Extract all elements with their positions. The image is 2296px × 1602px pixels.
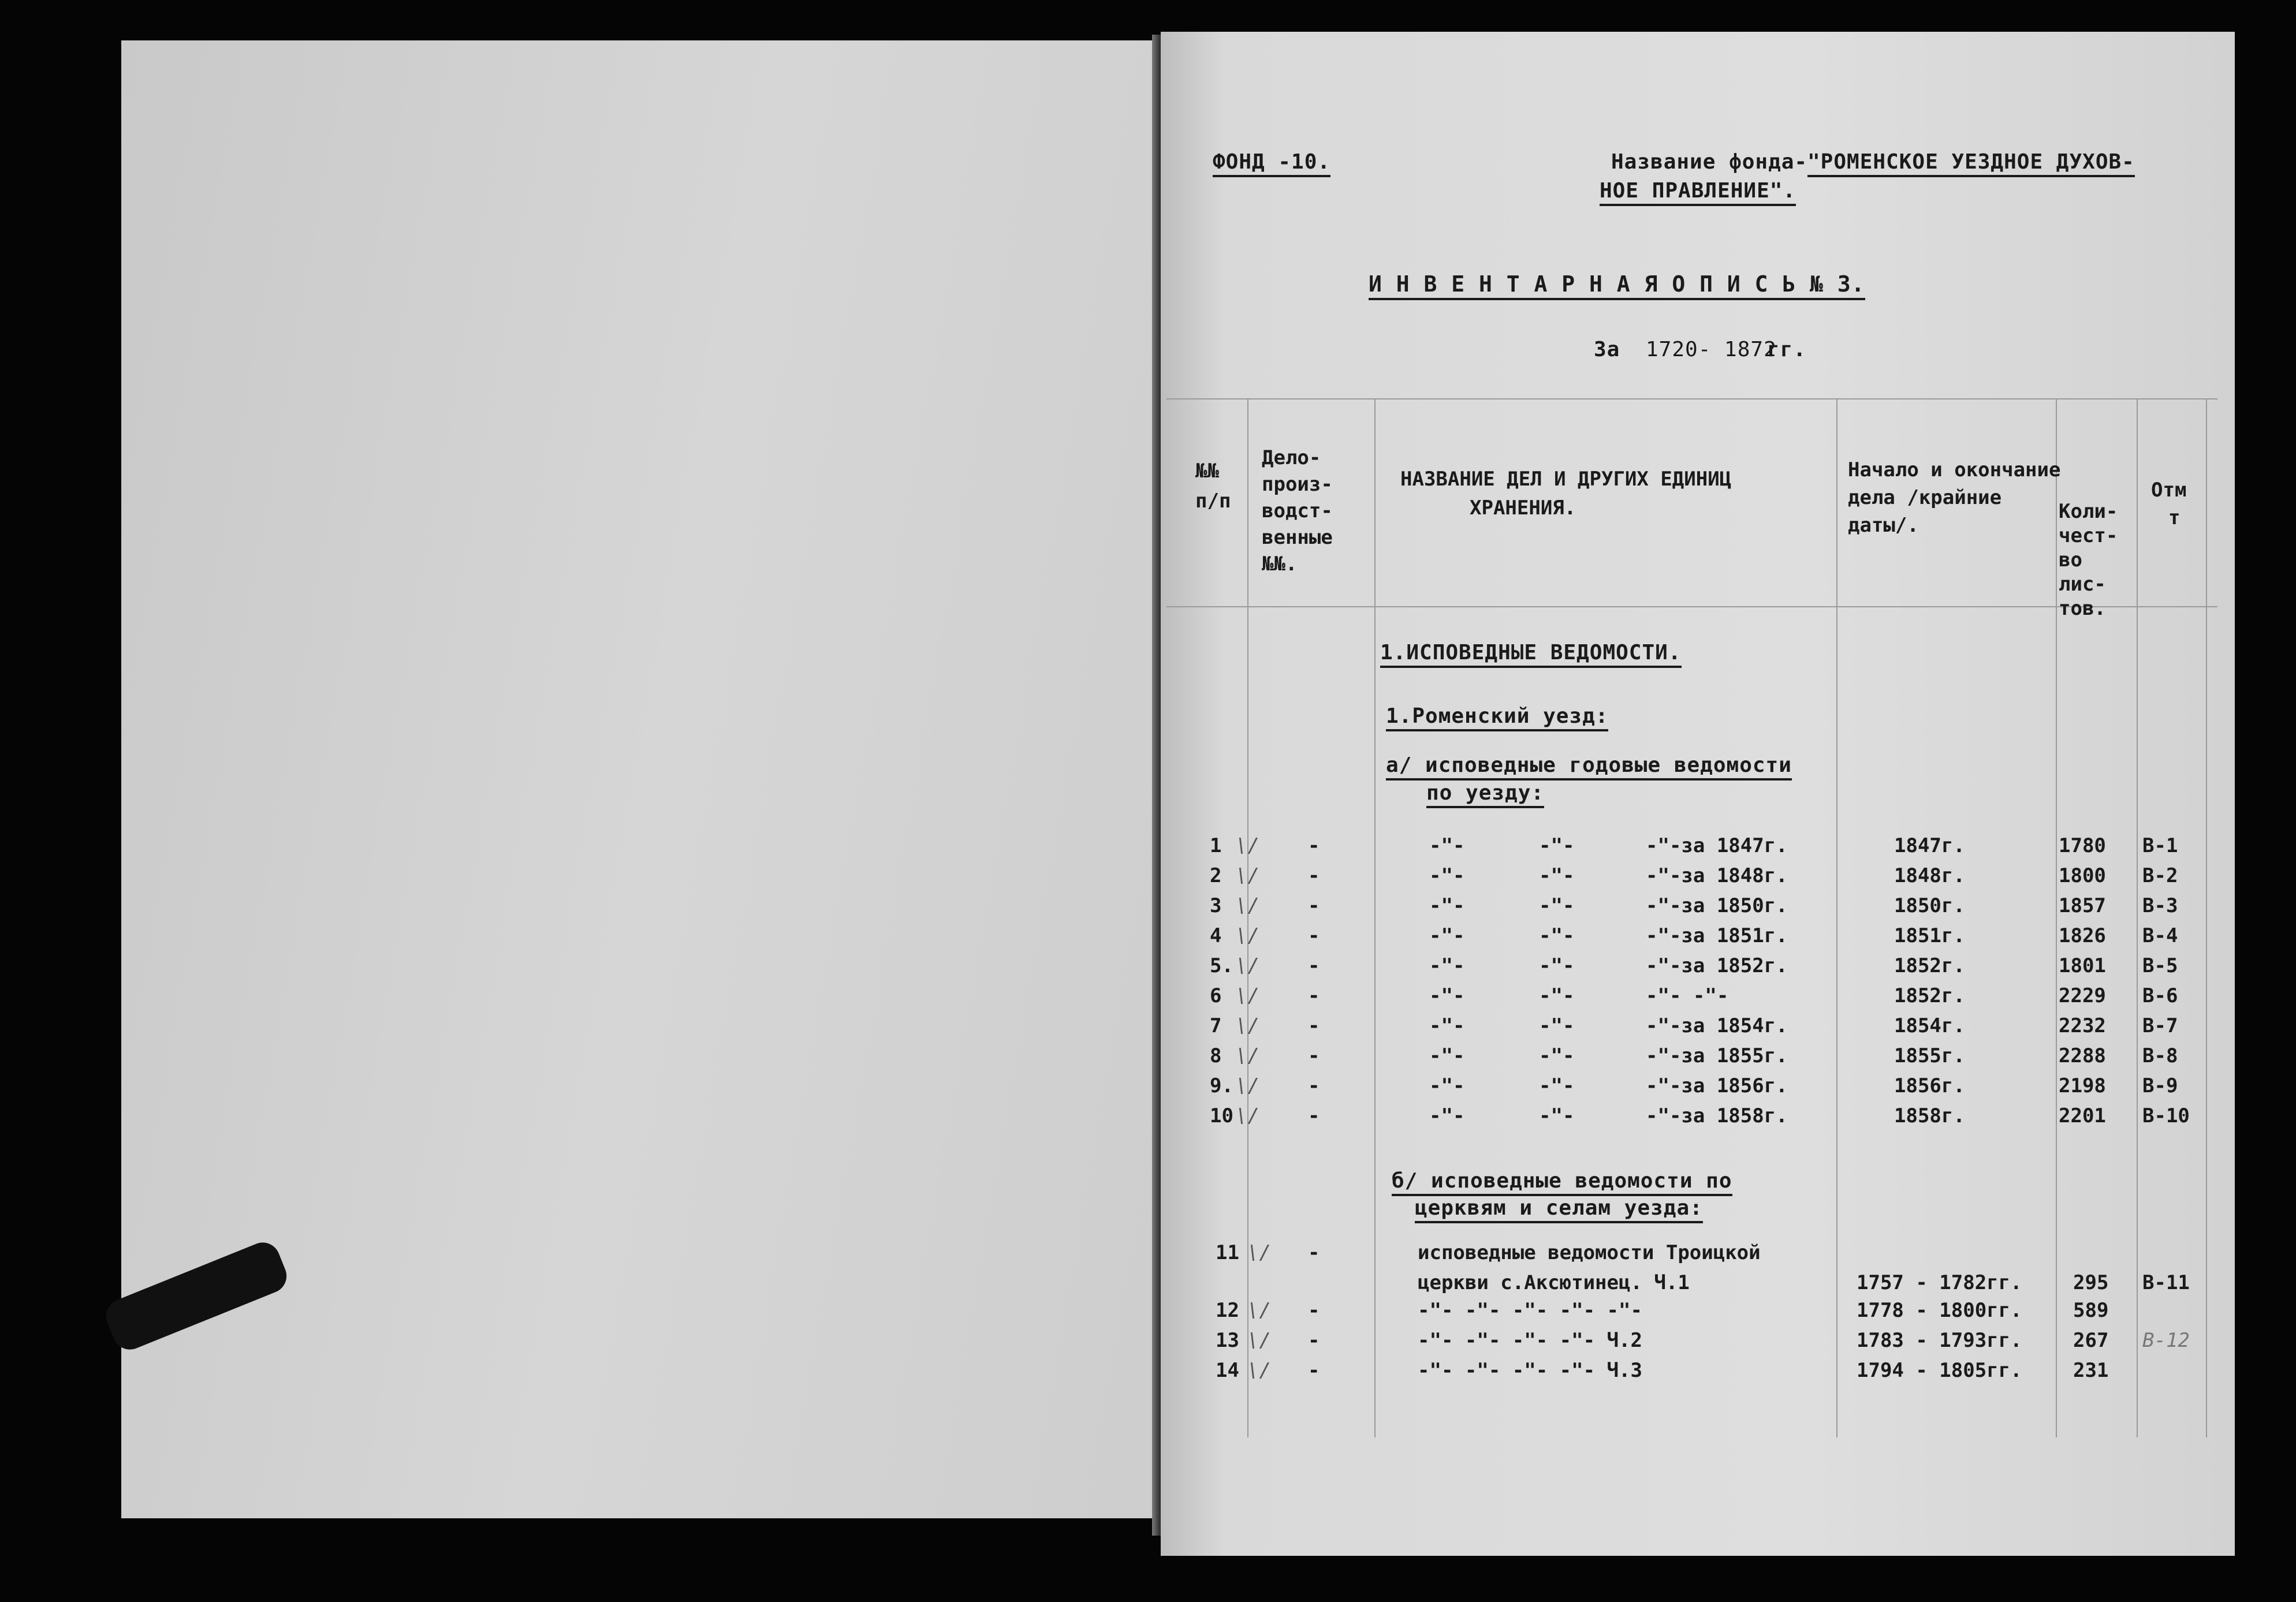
col-divider-6 — [2206, 398, 2207, 1437]
row-ditto-2: -"- — [1539, 1104, 1575, 1127]
row-dates: 1757 - 1782гг. — [1857, 1271, 2022, 1294]
subsection-b-line1: б/ исповедные ведомости по — [1392, 1169, 1732, 1196]
row-description-line1: -"- -"- -"- -"- Ч.2 — [1418, 1329, 1642, 1352]
row-dates: 1778 - 1800гг. — [1857, 1299, 2022, 1322]
row-number: 8 — [1210, 1044, 1222, 1067]
row-proceeding-dash: - — [1308, 864, 1320, 887]
col-divider-5 — [2137, 398, 2138, 1437]
period-prefix: За — [1594, 338, 1620, 361]
row-sheets: 589 — [2073, 1299, 2109, 1322]
row-dates: 1850г. — [1894, 894, 1965, 917]
check-mark: \/ — [1236, 864, 1259, 887]
row-ditto-1: -"- — [1429, 984, 1465, 1007]
row-description: -"- -"- — [1646, 984, 1729, 1007]
row-mark: В-6 — [2142, 984, 2178, 1007]
check-mark: \/ — [1247, 1241, 1271, 1264]
row-ditto-1: -"- — [1429, 954, 1465, 977]
row-sheets: 2201 — [2059, 1104, 2106, 1127]
row-sheets: 295 — [2073, 1271, 2109, 1294]
row-mark: В-7 — [2142, 1014, 2178, 1037]
row-number: 9. — [1210, 1074, 1233, 1097]
check-mark: \/ — [1236, 1104, 1259, 1127]
row-description: -"-за 1855г. — [1646, 1044, 1788, 1067]
row-dates: 1856г. — [1894, 1074, 1965, 1097]
row-proceeding-dash: - — [1308, 1074, 1320, 1097]
row-description: -"-за 1851г. — [1646, 924, 1788, 947]
row-proceeding-dash: - — [1308, 1104, 1320, 1127]
row-sheets: 1826 — [2059, 924, 2106, 947]
left-page — [121, 40, 1207, 1518]
row-dates: 1855г. — [1894, 1044, 1965, 1067]
row-dates: 1852г. — [1894, 984, 1965, 1007]
check-mark: \/ — [1236, 1014, 1259, 1037]
row-number: 5. — [1210, 954, 1233, 977]
row-mark: В-9 — [2142, 1074, 2178, 1097]
row-number: 12 — [1216, 1299, 1239, 1322]
row-mark: В-5 — [2142, 954, 2178, 977]
row-sheets: 2232 — [2059, 1014, 2106, 1037]
row-sheets: 1780 — [2059, 834, 2106, 857]
col-divider-4 — [2056, 398, 2057, 1437]
row-ditto-2: -"- — [1539, 864, 1575, 887]
row-ditto-1: -"- — [1429, 894, 1465, 917]
row-sheets: 2288 — [2059, 1044, 2106, 1067]
row-ditto-1: -"- — [1429, 864, 1465, 887]
row-dates: 1851г. — [1894, 924, 1965, 947]
col-header-dates: Начало и окончание дела /крайние даты/. — [1848, 458, 2061, 537]
col-header-mark: Отм т — [2151, 479, 2187, 529]
row-proceeding-dash: - — [1308, 894, 1320, 917]
row-mark: В-10 — [2142, 1104, 2190, 1127]
row-mark: В-8 — [2142, 1044, 2178, 1067]
row-ditto-2: -"- — [1539, 894, 1575, 917]
row-dates: 1852г. — [1894, 954, 1965, 977]
col-header-name: НАЗВАНИЕ ДЕЛ И ДРУГИХ ЕДИНИЦ ХРАНЕНИЯ. — [1400, 468, 1732, 520]
row-sheets: 2229 — [2059, 984, 2106, 1007]
row-description-line2: церкви с.Аксютинец. Ч.1 — [1418, 1271, 1690, 1294]
check-mark: \/ — [1236, 984, 1259, 1007]
row-dates: 1848г. — [1894, 864, 1965, 887]
row-proceeding-dash: - — [1308, 1241, 1320, 1264]
row-sheets: 231 — [2073, 1359, 2109, 1382]
row-number: 2 — [1210, 864, 1222, 887]
fond-name-label: Название фонда- — [1611, 150, 1808, 174]
row-description: -"-за 1847г. — [1646, 834, 1788, 857]
row-number: 13 — [1216, 1329, 1239, 1352]
row-sheets: 1801 — [2059, 954, 2106, 977]
check-mark: \/ — [1236, 924, 1259, 947]
row-dates: 1847г. — [1894, 834, 1965, 857]
row-ditto-1: -"- — [1429, 1014, 1465, 1037]
right-page — [1161, 32, 2235, 1556]
row-sheets: 1857 — [2059, 894, 2106, 917]
col-divider-2 — [1374, 398, 1376, 1437]
row-mark: В-3 — [2142, 894, 2178, 917]
section-1-heading: 1.ИСПОВЕДНЫЕ ВЕДОМОСТИ. — [1380, 641, 1682, 668]
row-number: 6 — [1210, 984, 1222, 1007]
row-proceeding-dash: - — [1308, 984, 1320, 1007]
check-mark: \/ — [1236, 1074, 1259, 1097]
row-ditto-2: -"- — [1539, 1044, 1575, 1067]
row-sheets: 1800 — [2059, 864, 2106, 887]
row-ditto-2: -"- — [1539, 834, 1575, 857]
row-description: -"-за 1850г. — [1646, 894, 1788, 917]
row-proceeding-dash: - — [1308, 954, 1320, 977]
row-number: 14 — [1216, 1359, 1239, 1382]
period-suffix: гг. — [1767, 338, 1807, 361]
row-ditto-1: -"- — [1429, 1044, 1465, 1067]
row-mark: В-2 — [2142, 864, 2178, 887]
check-mark: \/ — [1236, 1044, 1259, 1067]
col-header-num: №№ п/п — [1195, 460, 1231, 513]
row-proceeding-dash: - — [1308, 1359, 1320, 1382]
col-header-sheets: Коли- чест- во лис- тов. — [2059, 500, 2118, 620]
check-mark: \/ — [1247, 1359, 1271, 1382]
row-number: 1 — [1210, 834, 1222, 857]
row-description-line1: -"- -"- -"- -"- Ч.3 — [1418, 1359, 1642, 1382]
row-mark: В-11 — [2142, 1271, 2190, 1294]
row-ditto-2: -"- — [1539, 924, 1575, 947]
row-number: 11 — [1216, 1241, 1239, 1264]
row-description: -"-за 1848г. — [1646, 864, 1788, 887]
col-header-proceedings: Дело- произ- водст- венные №№. — [1262, 446, 1333, 576]
row-proceeding-dash: - — [1308, 1299, 1320, 1322]
row-ditto-2: -"- — [1539, 954, 1575, 977]
row-ditto-1: -"- — [1429, 1104, 1465, 1127]
row-proceeding-dash: - — [1308, 1014, 1320, 1037]
check-mark: \/ — [1236, 894, 1259, 917]
col-divider-1 — [1247, 398, 1248, 1437]
subsection-a-line1: а/ исповедные годовые ведомости — [1386, 753, 1792, 781]
row-description-line1: исповедные ведомости Троицкой — [1418, 1241, 1761, 1264]
row-description: -"-за 1852г. — [1646, 954, 1788, 977]
row-proceeding-dash: - — [1308, 834, 1320, 857]
subsection-a-line2: по уезду: — [1426, 781, 1544, 808]
row-sheets: 267 — [2073, 1329, 2109, 1352]
row-proceeding-dash: - — [1308, 1329, 1320, 1352]
section-1-1-heading: 1.Роменский уезд: — [1386, 704, 1608, 731]
document-title: И Н В Е Н Т А Р Н А Я О П И С Ь № 3. — [1369, 271, 1865, 300]
row-description-line1: -"- -"- -"- -"- -"- — [1418, 1299, 1642, 1322]
row-description: -"-за 1858г. — [1646, 1104, 1788, 1127]
row-mark: В-12 — [2142, 1329, 2190, 1352]
row-ditto-2: -"- — [1539, 984, 1575, 1007]
col-divider-3 — [1836, 398, 1837, 1437]
check-mark: \/ — [1236, 954, 1259, 977]
row-ditto-2: -"- — [1539, 1014, 1575, 1037]
row-number: 7 — [1210, 1014, 1222, 1037]
row-dates: 1858г. — [1894, 1104, 1965, 1127]
check-mark: \/ — [1236, 834, 1259, 857]
check-mark: \/ — [1247, 1299, 1271, 1322]
fond-number: ФОНД -10. — [1213, 150, 1330, 177]
fond-name-line1: "РОМЕНСКОЕ УЕЗДНОЕ ДУХОВ- — [1807, 150, 2135, 177]
row-dates: 1794 - 1805гг. — [1857, 1359, 2022, 1382]
row-sheets: 2198 — [2059, 1074, 2106, 1097]
row-ditto-1: -"- — [1429, 1074, 1465, 1097]
row-number: 4 — [1210, 924, 1222, 947]
check-mark: \/ — [1247, 1329, 1271, 1352]
row-dates: 1854г. — [1894, 1014, 1965, 1037]
row-number: 10 — [1210, 1104, 1233, 1127]
row-ditto-1: -"- — [1429, 924, 1465, 947]
row-description: -"-за 1854г. — [1646, 1014, 1788, 1037]
fond-name-line2: НОЕ ПРАВЛЕНИЕ". — [1600, 179, 1796, 206]
row-ditto-2: -"- — [1539, 1074, 1575, 1097]
row-ditto-1: -"- — [1429, 834, 1465, 857]
period-years: 1720- 1872 — [1646, 338, 1777, 361]
row-proceeding-dash: - — [1308, 924, 1320, 947]
row-dates: 1783 - 1793гг. — [1857, 1329, 2022, 1352]
row-proceeding-dash: - — [1308, 1044, 1320, 1067]
row-number: 3 — [1210, 894, 1222, 917]
row-description: -"-за 1856г. — [1646, 1074, 1788, 1097]
subsection-b-line2: церквям и селам уезда: — [1415, 1196, 1703, 1223]
row-mark: В-1 — [2142, 834, 2178, 857]
table-top-line — [1166, 398, 2217, 399]
row-mark: В-4 — [2142, 924, 2178, 947]
